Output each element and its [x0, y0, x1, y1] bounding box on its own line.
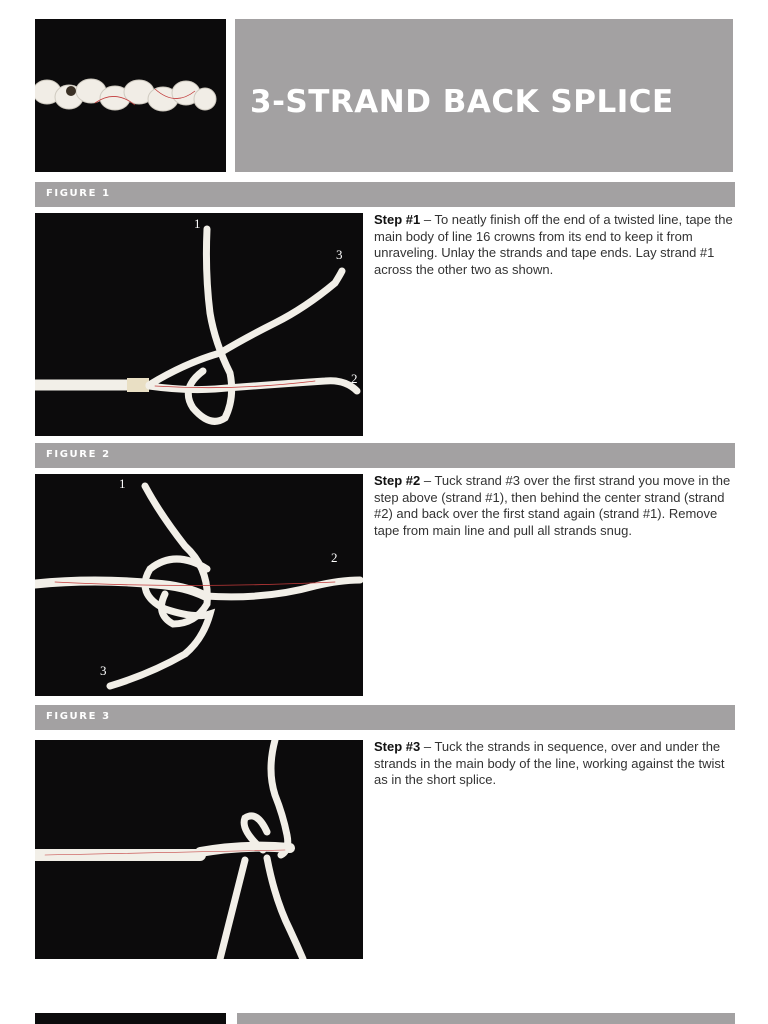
step-2-label: Step #2	[374, 473, 421, 488]
step-2-body: – Tuck strand #3 over the first strand you move in the step above (strand #1), then behind the center strand (strand #2) and back over the first stand again (strand #1). Remove tape from main line and pull all strands snug.	[374, 473, 731, 538]
rope-image	[35, 740, 363, 959]
step-1-text	[374, 212, 736, 278]
figure-1-photo	[35, 213, 363, 436]
header-photo	[35, 19, 226, 172]
figure-2-photo	[35, 474, 363, 696]
figure-2-bar	[35, 443, 735, 468]
rope-image	[35, 213, 363, 436]
step-1-body: – To neatly finish off the end of a twisted line, tape the main body of line 16 crowns from its end to keep it from unraveling. Unlay the strands and tape ends. Lay strand #1 across the other two as shown.	[374, 212, 733, 277]
strand-number-3: 3	[100, 663, 107, 678]
figure-3-bar	[35, 705, 735, 730]
step-3-text	[374, 739, 736, 789]
next-header-photo	[35, 1013, 226, 1024]
strand-number-1: 1	[119, 476, 126, 491]
step-1-label: Step #1	[374, 212, 421, 227]
strand-number-3: 3	[336, 247, 343, 262]
figure-3-label: FIGURE 3	[46, 711, 111, 722]
figure-1-bar	[35, 182, 735, 207]
strand-number-2: 2	[351, 371, 358, 386]
strand-number-1: 1	[194, 216, 201, 231]
figure-3-photo	[35, 740, 363, 959]
page-title: 3-STRAND BACK SPLICE	[250, 84, 674, 120]
rope-braid-image	[35, 19, 226, 172]
step-3-label: Step #3	[374, 739, 421, 754]
strand-number-2: 2	[331, 550, 338, 565]
rope-image	[35, 474, 363, 696]
step-2-text	[374, 473, 736, 539]
figure-2-label: FIGURE 2	[46, 449, 111, 460]
next-header-banner	[237, 1013, 735, 1024]
step-3-body: – Tuck the strands in sequence, over and under the strands in the main body of the line, working against the twist as in the short splice.	[374, 739, 725, 787]
figure-1-label: FIGURE 1	[46, 188, 111, 199]
